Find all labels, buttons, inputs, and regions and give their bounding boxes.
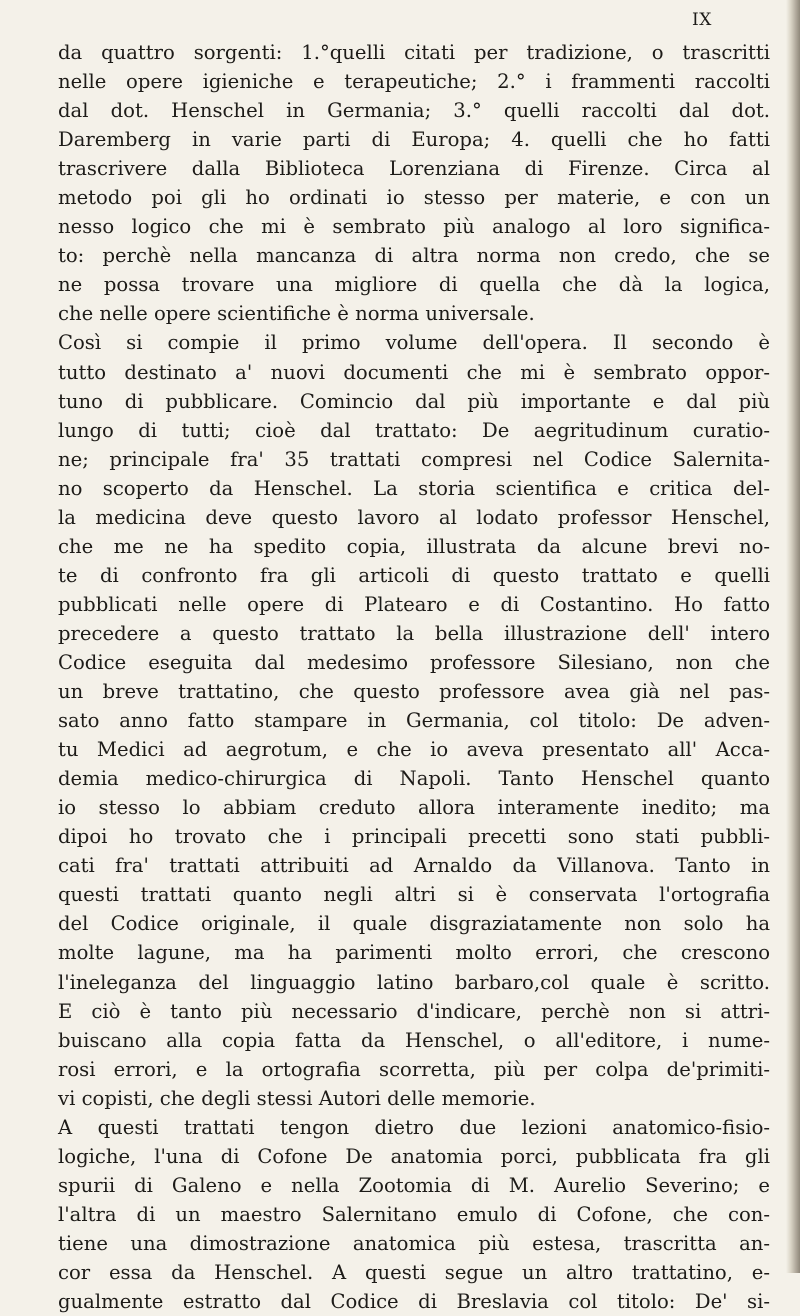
text-line: un breve trattatino, che questo professore avea già nel pas- [58,680,770,704]
page-number: IX [692,10,712,30]
text-line: dipoi ho trovato che i principali precetti sono stati pubbli- [58,825,770,849]
text-line: io stesso lo abbiam creduto allora interamente inedito; ma [58,796,770,820]
text-line: te di confronto fra gli articoli di questo trattato e quelli [58,563,770,587]
text-line: molte lagune, ma ha parimenti molto errori, che crescono [58,941,770,965]
page-edge-shadow [786,0,800,1273]
text-line: l'ineleganza del linguaggio latino barbaro,col quale è scritto. [58,970,770,994]
text-line: cor essa da Henschel. A questi segue un altro trattatino, e- [58,1260,770,1284]
text-line: ne; principale fra' 35 trattati compresi nel Codice Salernita- [58,447,770,471]
text-line: tiene una dimostrazione anatomica più estesa, trascritta an- [58,1231,770,1255]
text-line: metodo poi gli ho ordinati io stesso per materie, e con un [58,186,770,210]
body-text [58,38,770,1316]
text-line: del Codice originale, il quale disgraziatamente non solo ha [58,912,770,936]
text-line: vi copisti, che degli stessi Autori delle memorie. [58,1086,536,1110]
text-line: dal dot. Henschel in Germania; 3.° quelli raccolti dal dot. [58,99,770,123]
text-line: cati fra' trattati attribuiti ad Arnaldo da Villanova. Tanto in [58,854,770,878]
text-line: da quattro sorgenti: 1.°quelli citati per tradizione, o trascritti [58,41,770,64]
text-line: questi trattati quanto negli altri si è conservata l'ortografia [58,883,770,907]
text-line: rosi errori, e la ortografia scorretta, più per colpa de'primiti- [58,1057,770,1081]
text-line: A questi trattati tengon dietro due lezioni anatomico-fisio- [58,1115,770,1139]
text-line: gualmente estratto dal Codice di Breslavia col titolo: De' si- [58,1290,770,1314]
text-line: ne possa trovare una migliore di quella che dà la logica, [58,273,770,297]
text-line: nesso logico che mi è sembrato più analogo al loro significa- [58,215,770,239]
text-line: buiscano alla copia fatta da Henschel, o all'editore, i nume- [58,1028,770,1052]
text-line: che me ne ha spedito copia, illustrata da alcune brevi no- [58,534,770,558]
text-line: nelle opere igieniche e terapeutiche; 2.° i frammenti raccolti [58,70,770,94]
text-line: l'altra di un maestro Salernitano emulo di Cofone, che con- [58,1202,770,1226]
text-line: Codice eseguita dal medesimo professore Silesiano, non che [58,650,770,674]
text-line: Daremberg in varie parti di Europa; 4. quelli che ho fatti [58,128,770,152]
text-line: precedere a questo trattato la bella illustrazione dell' intero [58,621,770,645]
text-line: la medicina deve questo lavoro al lodato professor Henschel, [58,505,770,529]
text-line: to: perchè nella mancanza di altra norma non credo, che se [58,244,770,268]
text-line: trascrivere dalla Biblioteca Lorenziana di Firenze. Circa al [58,157,770,181]
text-line: no scoperto da Henschel. La storia scientifica e critica del- [58,476,770,500]
text-line: Così si compie il primo volume dell'opera. Il secondo è [58,331,770,355]
text-line: spurii di Galeno e nella Zootomia di M. Aurelio Severino; e [58,1173,770,1197]
text-line: pubblicati nelle opere di Platearo e di Costantino. Ho fatto [58,592,770,616]
text-line: tutto destinato a' nuovi documenti che mi è sembrato oppor- [58,360,770,384]
text-line: demia medico-chirurgica di Napoli. Tanto Henschel quanto [58,767,770,791]
text-line: tu Medici ad aegrotum, e che io aveva presentato all' Acca- [58,738,770,762]
text-line: lungo di tutti; cioè dal trattato: De aegritudinum curatio- [58,418,770,442]
text-line: che nelle opere scientifiche è norma universale. [58,302,535,326]
text-line: tuno di pubblicare. Comincio dal più importante e dal più [58,389,770,413]
text-line: logiche, l'una di Cofone De anatomia porci, pubblicata fra gli [58,1144,770,1168]
text-line: sato anno fatto stampare in Germania, col titolo: De adven- [58,709,770,733]
text-line: E ciò è tanto più necessario d'indicare, perchè non si attri- [58,999,770,1023]
